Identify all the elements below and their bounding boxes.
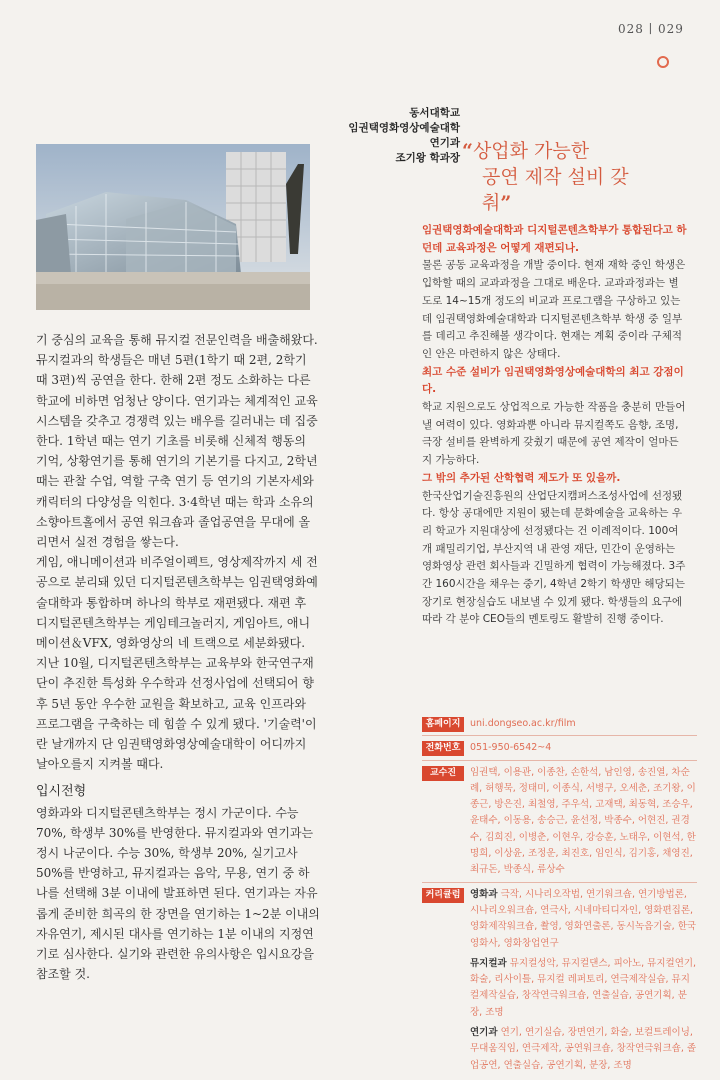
professor-info [330,106,460,166]
curriculum-head: 연기과 [470,1027,498,1039]
page-numbers: 028 ∣ 029 [618,22,684,36]
info-row-phone [422,740,697,756]
curriculum-list [470,887,697,1078]
interview-question: 최고 수준 설비가 임권택영화영상예술대학의 최고 강점이다. [422,365,684,396]
article-paragraph: 영화과와 디지털콘텐츠학부는 정시 가군이다. 수능 70%, 학생부 30%를 반영한다. 뮤지컬과와 연기과는 정시 나군이다. 수능 30%, 학생부 20%, 실기고사 50%를 반영하고, 뮤지컬과는 음악, 무용, 연기 중 하나를 선택해 3분 이내에 발표하면 된다. 연기과는 자유롭게 준비한 희곡의 한 장면을 연기하는 1~2분 이내의 자유연기, 제시된 대사를 연기하는 1분 이내의 지정연기로 심사한다. 실기와 관련한 유의사항은 입시요강을 참조할 것. [36,805,320,982]
faculty-list: 임권택, 이용관, 이종찬, 손한석, 남인영, 송진열, 차순례, 허행묵, 정태미, 이종식, 서병구, 오세춘, 조기왕, 이종근, 방은진, 최철영, 주우석, 고재택, 최동혁, 조승우, 윤태수, 이동용, 송승근, 윤선정, 박종수, 어현진, 권경수, 김희진, 이병춘, 이현우, 강승훈, 노태우, 이현석, 한명희, 이상윤, 조정운, 최진호, 임인식, 김기홍, 채영진, 최규돈, 박종식, 류상수 [470,766,696,876]
info-row-curriculum [422,887,697,1078]
interview-answer: 한국산업기술진흥원의 산업단지캠퍼스조성사업에 선정됐다. 항상 공대에만 지원이 됐는데 문화예술을 교육하는 우리 학교가 지원대상에 선정됐다는 건 이례적이다. 100여개 패밀리기업, 부산지역 내 관영 재단, 민간이 운영하는 영화영상 관련 회사들과 긴밀하게 협력이 가능해졌다. 3주간 160시간을 채우는 중기, 4학년 2학기 학생만 해당되는 장기로 현장실습도 내보낼 수 있게 됐다. 학생들의 요구에 따라 각 분야 CEO들의 멘토링도 활발히 진행 중이다. [422,489,686,626]
divider [422,760,697,761]
curriculum-courses: 뮤지컬성악, 뮤지컬댄스, 피아노, 뮤지컬연기, 화술, 리사이틀, 뮤지컬 레퍼토리, 연극제작실습, 뮤지컬제작실습, 창작연극워크숍, 연출실습, 공연기획, 분장, 조명 [470,957,697,1018]
interview-question: 임권택영화예술대학과 디지털콘텐츠학부가 통합된다고 하던데 교육과정은 어떻게 재편되나. [422,224,687,254]
interview-question: 그 밖의 추가된 산학협력 제도가 또 있을까. [422,471,621,484]
curriculum-item [470,1025,697,1074]
phone-number: 051-950-6542~4 [470,742,552,754]
department-info-box [422,716,697,1080]
article-paragraph: 게임, 애니메이션과 비주얼이펙트, 영상제작까지 세 전공으로 분리돼 있던 디지털콘텐츠학부는 임권택영화예술대학과 통합하며 하나의 학부로 재편됐다. 재편 후 디지털콘텐츠학부는 게임테크놀러지, 게임아트, 애니메이션＆VFX, 영화영상의 네 트랙으로 세분화됐다. 지난 10월, 디지털콘텐츠학부는 교육부와 한국연구재단이 추진한 특성화 우수학과 선정사업에 선택되어 향후 5년 동안 우수한 교원을 확보하고, 교육 인프라와 프로그램을 구축하는 데 힘쓸 수 있게 됐다. '기술력'이란 날개까지 단 임권택영화영상예술대학이 어디까지 날아오를지 지켜볼 때다. [36,555,318,772]
info-row-homepage [422,716,697,732]
curriculum-head: 영화과 [470,888,498,900]
quote-close-mark: ” [500,192,512,214]
faculty-label: 교수진 [422,766,464,781]
divider [422,882,697,883]
curriculum-label: 커리큘럼 [422,888,464,903]
corner-ring-icon [657,56,669,68]
interview-column [422,222,687,629]
curriculum-courses: 연기, 연기실습, 장면연기, 화술, 보컬트레이닝, 무대움직임, 연극제작, 공연워크숍, 창작연극워크숍, 졸업공연, 연출실습, 공연기획, 분장, 조명 [470,1027,697,1071]
pull-quote [462,138,652,216]
professor-name: 조기왕 학과장 [395,152,460,164]
interview-answer: 물론 공동 교육과정을 개발 중이다. 현재 재학 중인 학생은 입학할 때의 교과과정을 그대로 배운다. 교과과정과는 별도로 14~15개 정도의 비교과 프로그램을 구상하고 있는데 임권택영화예술대학과 디지털콘텐츠학부 학생 중 일부를 데리고 추진해볼 생각이다. 현재는 계획 중이라 구체적인 안은 마련하지 않은 상태다. [422,259,686,360]
phone-label: 전화번호 [422,741,464,756]
article-left-column [36,330,320,985]
curriculum-head: 뮤지컬과 [470,957,507,969]
quote-line-2: 공연 제작 설비 갖춰 [482,166,629,214]
curriculum-courses: 극작, 시나리오작법, 연기워크숍, 연기방법론, 시나리오워크숍, 연극사, 시네마티디자인, 영화편집론, 영화제작워크숍, 촬영, 영화연출론, 동시녹음기술, 한국영화사, 영화창업연구 [470,888,697,949]
admission-heading: 입시전형 [36,784,87,800]
curriculum-item [470,956,697,1021]
curriculum-item [470,887,697,952]
quote-line-1: 상업화 가능한 [472,140,590,162]
divider [422,735,697,736]
university-name: 동서대학교 [409,107,460,119]
article-paragraph: 기 중심의 교육을 통해 뮤지컬 전문인력을 배출해왔다. 뮤지컬과의 학생들은 매년 5편(1학기 때 2편, 2학기 때 3편)씩 공연을 한다. 한해 2편 정도 소화하는 다른 학교에 비하면 엄청난 양이다. 연기과는 체계적인 교육 시스템을 갖추고 경쟁력 있는 배우를 길러내는 데 집중한다. 1학년 때는 연기 기초를 비롯해 신체적 행동의 기억, 상황연기를 통해 연기의 기본기를 다지고, 2학년 때는 관찰 수업, 역할 구축 연기 등 연기의 기본자세와 캐릭터의 다양성을 익힌다. 3·4학년 때는 학과 소유의 소향아트홀에서 공연 워크숍과 졸업공연을 무대에 올리면서 실전 경험을 쌓는다. [36,333,318,550]
quote-open-mark: “ [462,140,473,162]
building-photo [36,144,310,310]
homepage-label: 홈페이지 [422,717,464,732]
homepage-url: uni.dongseo.ac.kr/film [470,718,576,729]
department-name: 연기과 [429,137,460,149]
interview-answer: 학교 지원으로도 상업적으로 가능한 작품을 충분히 만들어낼 여력이 있다. 영화과뿐 아니라 뮤지컬쪽도 음향, 조명, 극장 설비를 완벽하게 갖췄기 때문에 공연 제작이 얼마든지 가능하다. [422,401,686,467]
college-name: 임권택영화영상예술대학 [348,122,460,134]
info-row-faculty [422,765,697,879]
